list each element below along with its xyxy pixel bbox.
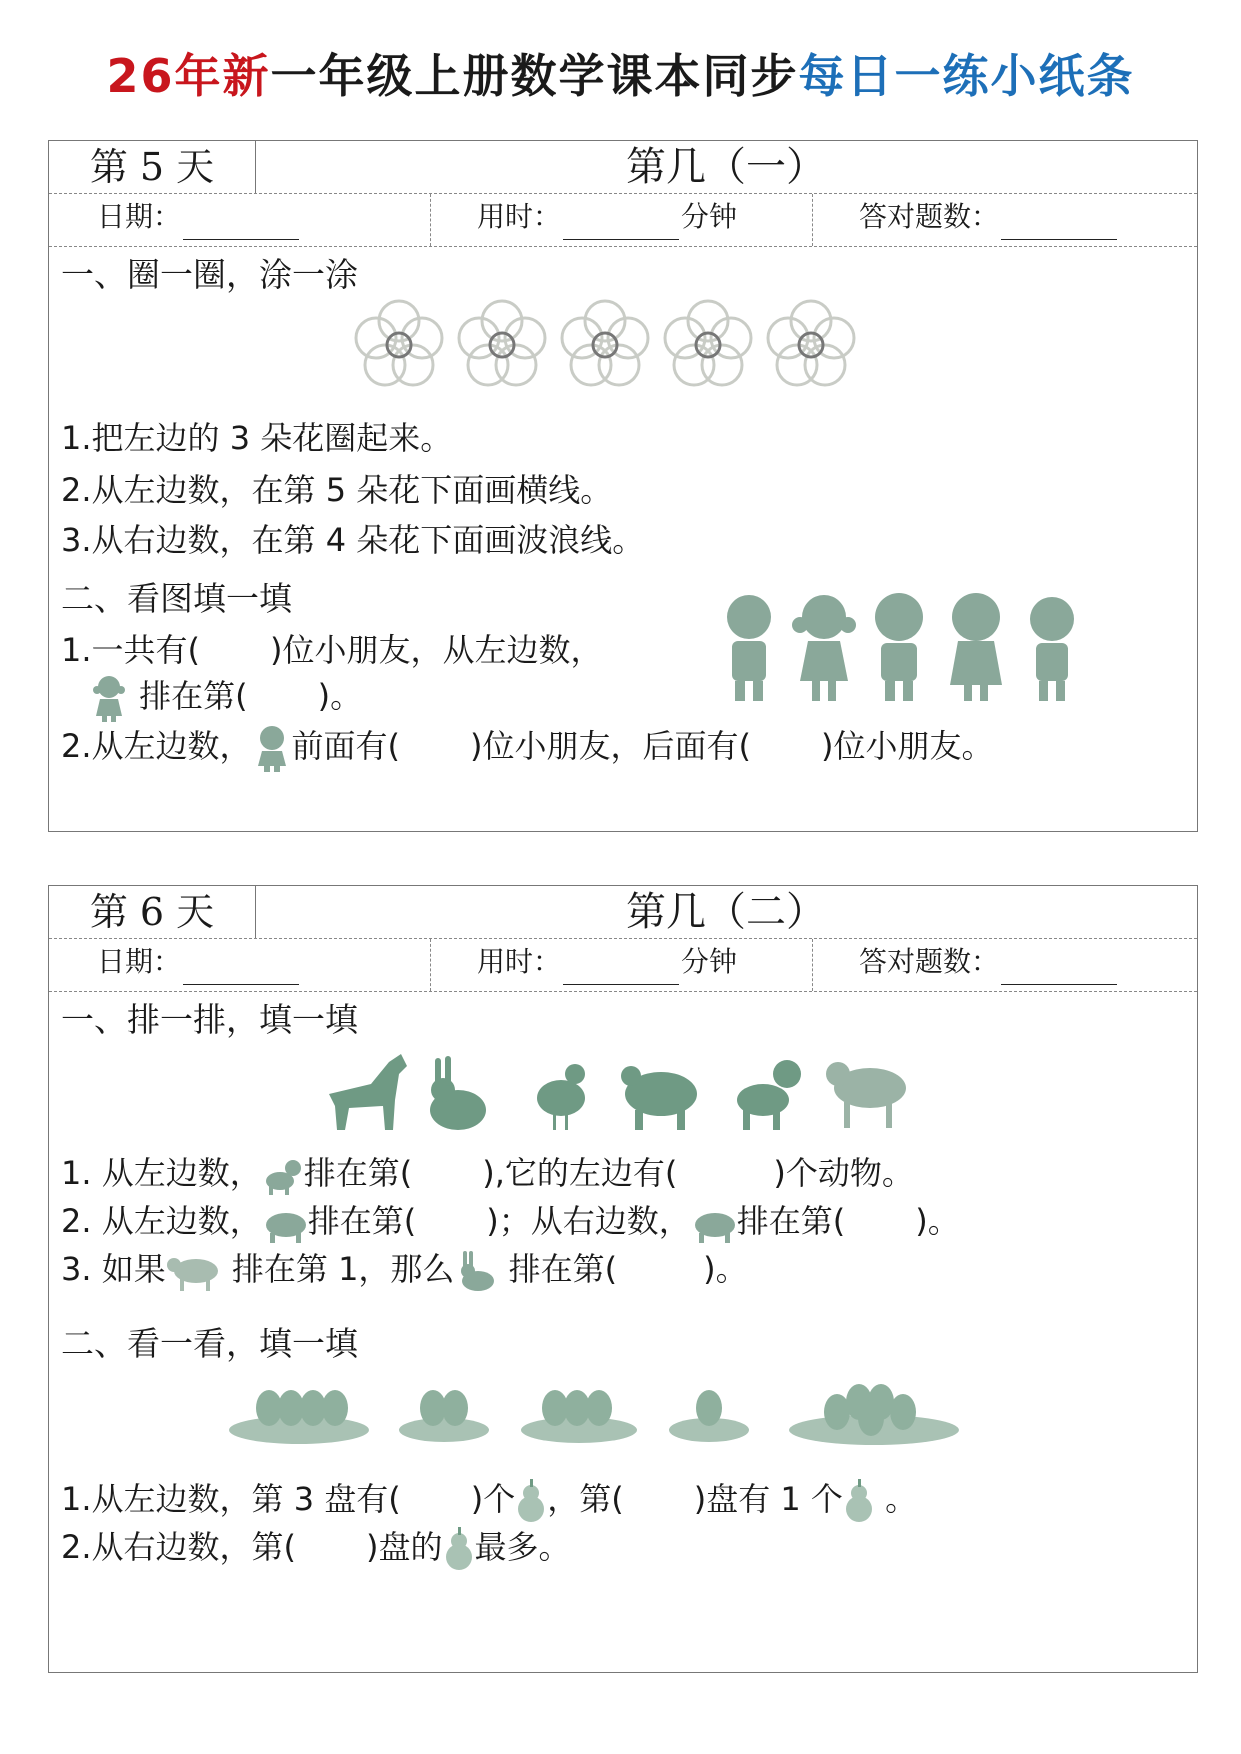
girl-icon [950,593,1002,701]
correct-blank[interactable] [1001,954,1117,985]
time-blank[interactable] [563,209,679,240]
day5-card [48,140,1198,832]
cow-icon [826,1062,906,1128]
question-2: 2.从左边数， 前面有( )位小朋友，后面有( )位小朋友。 [61,721,994,772]
pig-icon [262,1203,308,1243]
pear-question-1: 1.从左边数，第 3 盘有( )个 ，第( )盘有 1 个 。 [61,1474,917,1523]
section-heading: 一、圈一圈，涂一涂 [61,255,358,294]
flower-icon [356,301,442,385]
boy-icon [1030,597,1074,701]
flower-icon [665,301,751,385]
girl-icon [89,674,129,722]
section-heading: 二、看图填一填 [61,579,292,618]
animals-image [311,1044,911,1144]
plate-icon [789,1384,959,1445]
day-label: 第 5 天 [49,141,256,193]
section-heading: 二、看一看，填一填 [61,1324,358,1363]
rabbit-icon [454,1249,498,1293]
time-blank[interactable] [563,954,679,985]
pig-icon [621,1066,697,1130]
chicken-icon [537,1064,585,1130]
time-field[interactable]: 用时： 分钟 [431,939,813,991]
plate-icon [521,1390,637,1443]
meta-row [49,194,1197,247]
question-1-cont: 排在第( )。 [89,671,362,722]
correct-field[interactable]: 答对题数： [813,939,1197,991]
flower-icon [562,301,648,385]
child-icon [875,593,923,701]
plate-icon [399,1390,489,1442]
pear-icon [515,1479,547,1523]
horse-icon [329,1054,407,1130]
question-2: 2.从左边数，在第 5 朵花下面画横线。 [61,471,613,509]
time-field[interactable]: 用时： 分钟 [431,194,813,246]
day6-card [48,885,1198,1673]
card-header [49,886,1197,939]
dog-icon [737,1060,801,1130]
lesson-title: 第几（二） [626,889,826,935]
pear-icon [843,1479,875,1523]
girl-icon [792,595,856,701]
question-1: 1. 从左边数， 排在第( ),它的左边有( )个动物。 [61,1148,914,1195]
flowers-image [345,291,895,401]
plate-icon [229,1390,369,1444]
pear-plates-image [229,1364,969,1454]
page-title: 26年新一年级上册数学课本同步每日一练小纸条 [106,49,1135,103]
card-header [49,141,1197,194]
plate-icon [669,1390,749,1442]
question-2: 2. 从左边数， 排在第( )；从右边数， 排在第( )。 [61,1196,960,1243]
child-icon [727,595,771,701]
dog-icon [262,1155,304,1195]
question-1: 1.一共有( )位小朋友，从左边数， [61,631,603,669]
question-1: 1.把左边的 3 朵花圈起来。 [61,419,453,457]
day-label: 第 6 天 [49,886,256,938]
date-blank[interactable] [183,209,299,240]
question-3: 3. 如果 排在第 1，那么 排在第( )。 [61,1244,748,1293]
cow-icon [166,1249,222,1293]
date-blank[interactable] [183,954,299,985]
girl-icon [252,724,292,772]
meta-row [49,939,1197,992]
flower-icon [768,301,854,385]
pig-icon [691,1203,737,1243]
rabbit-icon [430,1056,486,1130]
question-3: 3.从右边数，在第 4 朵花下面画波浪线。 [61,521,645,559]
date-field[interactable]: 日期： [49,939,431,991]
children-image [714,589,1094,704]
correct-blank[interactable] [1001,209,1117,240]
section-heading: 一、排一排，填一填 [61,1000,358,1039]
date-field[interactable]: 日期： [49,194,431,246]
pear-icon [443,1527,475,1571]
pear-question-2: 2.从右边数，第( )盘的 最多。 [61,1522,571,1571]
correct-field[interactable]: 答对题数： [813,194,1197,246]
lesson-title: 第几（一） [626,144,826,190]
flower-icon [459,301,545,385]
